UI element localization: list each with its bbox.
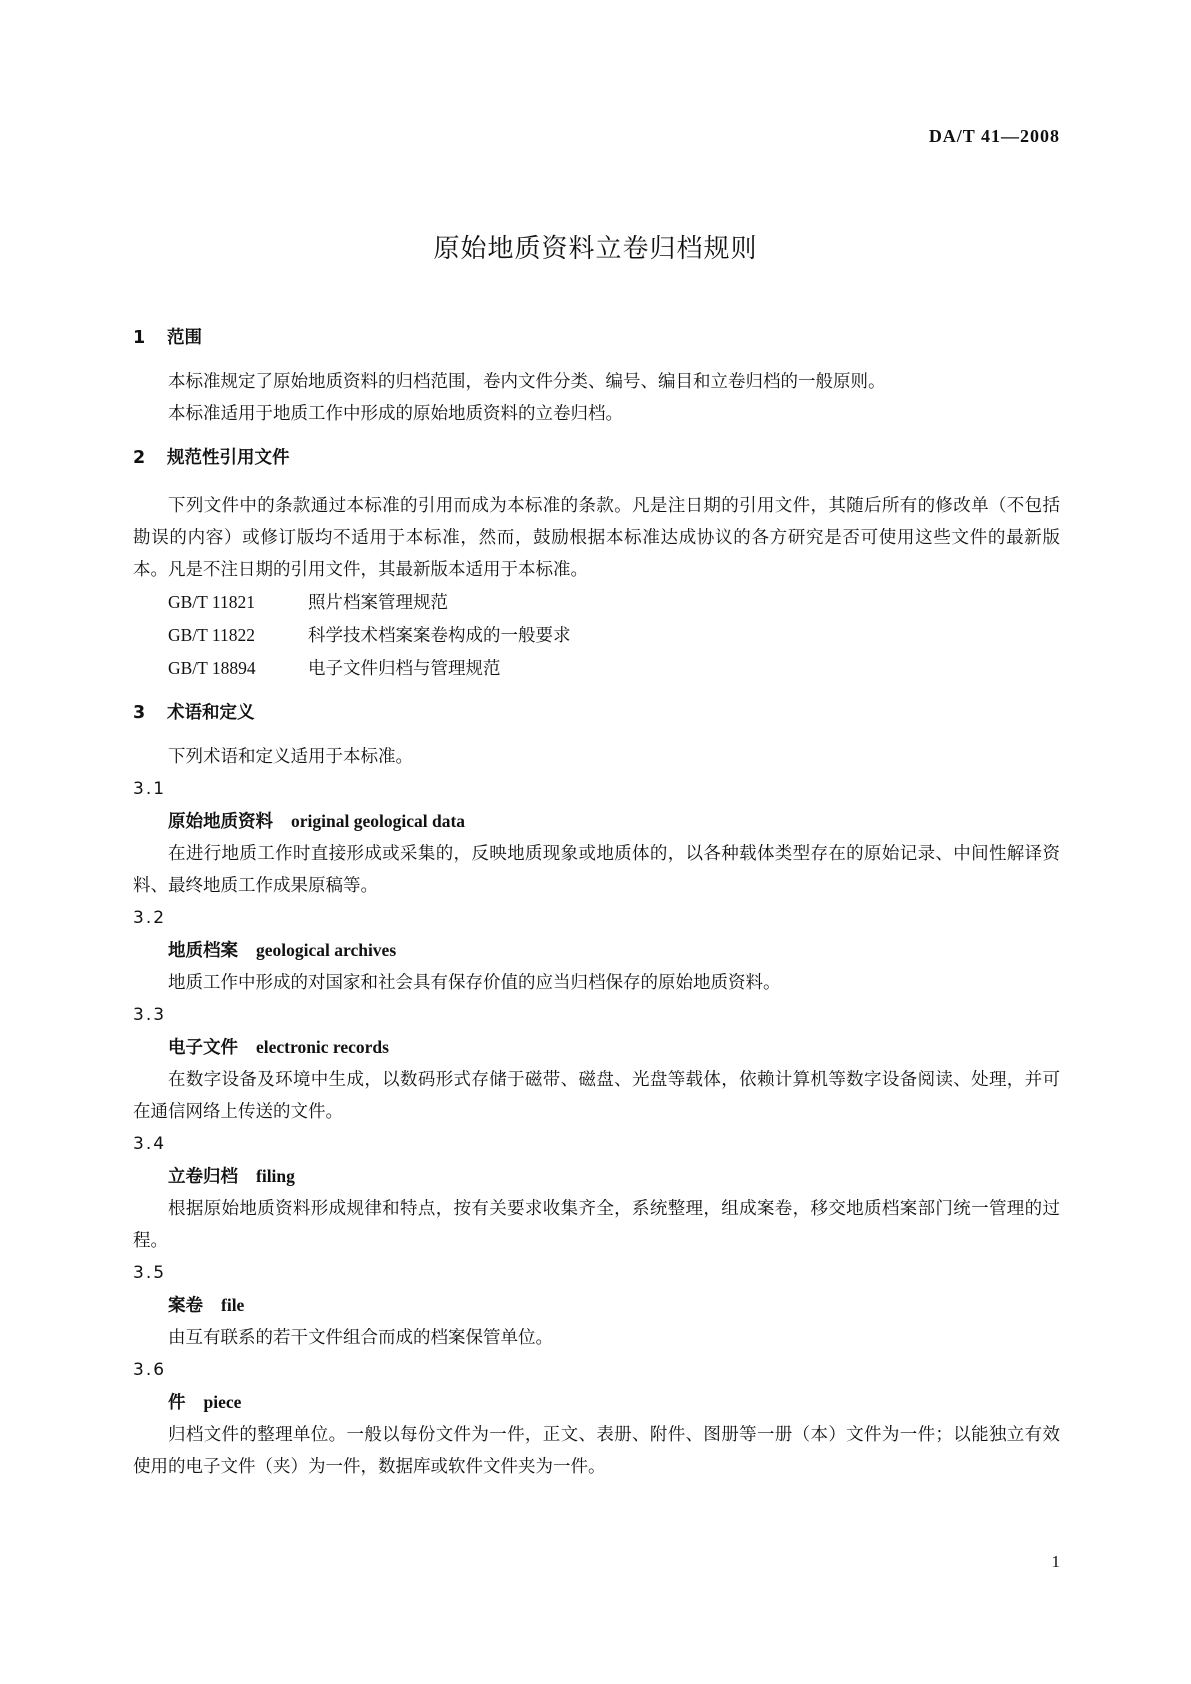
- reference-name: 照片档案管理规范: [308, 593, 448, 613]
- standard-code: DA/T 41—2008: [928, 126, 1060, 146]
- term-definition: 根据原始地质资料形成规律和特点，按有关要求收集齐全，系统整理，组成案卷，移交地质档案部门统一管理的过程。: [133, 1199, 1060, 1251]
- reference-name: 科学技术档案案卷构成的一般要求: [308, 626, 571, 646]
- term-number: 3.6: [133, 1360, 167, 1380]
- term-entry: [133, 1128, 1060, 1257]
- term-number: 3.2: [133, 908, 167, 928]
- section-1-paragraph: 本标准适用于地质工作中形成的原始地质资料的立卷归档。: [168, 404, 623, 424]
- term-entry: [133, 902, 1060, 999]
- section-2-heading: [133, 440, 1060, 476]
- term-heading: [133, 1289, 1060, 1322]
- reference-item: [133, 619, 1060, 652]
- section-number: 3: [133, 703, 146, 723]
- reference-item: [133, 652, 1060, 685]
- section-2-paragraph: 下列文件中的条款通过本标准的引用而成为本标准的条款。凡是注日期的引用文件，其随后所有的修改单（不包括勘误的内容）或修订版均不适用于本标准，然而，鼓励根据本标准达成协议的各方研究是否可使用这些文件的最新版本。凡是不注日期的引用文件，其最新版本适用于本标准。: [133, 496, 1060, 580]
- term-heading: [133, 1160, 1060, 1193]
- reference-code: GB/T 18894: [168, 658, 256, 678]
- term-english: file: [221, 1295, 245, 1315]
- section-number: 1: [133, 328, 146, 348]
- term-number: 3.3: [133, 1005, 167, 1025]
- term-chinese: 地质档案: [168, 941, 238, 961]
- reference-item: [133, 586, 1060, 619]
- page-number: 1: [1051, 1552, 1060, 1571]
- section-title: 术语和定义: [167, 703, 255, 723]
- term-entry: [133, 999, 1060, 1128]
- term-heading: [133, 1386, 1060, 1419]
- term-chinese: 电子文件: [168, 1038, 238, 1058]
- term-entry: [133, 773, 1060, 902]
- term-chinese: 原始地质资料: [168, 812, 273, 832]
- term-entry: [133, 1257, 1060, 1354]
- term-definition: 在数字设备及环境中生成，以数码形式存储于磁带、磁盘、光盘等载体，依赖计算机等数字设备阅读、处理，并可在通信网络上传送的文件。: [133, 1070, 1060, 1122]
- section-number: 2: [133, 448, 146, 468]
- reference-name: 电子文件归档与管理规范: [308, 659, 501, 679]
- section-title: 规范性引用文件: [167, 448, 290, 468]
- reference-code: GB/T 11821: [168, 592, 256, 612]
- term-english: piece: [203, 1392, 242, 1412]
- term-number: 3.1: [133, 779, 167, 799]
- term-english: filing: [256, 1166, 295, 1186]
- term-heading: [133, 934, 1060, 967]
- document-body: [133, 320, 1060, 1483]
- term-definition: 归档文件的整理单位。一般以每份文件为一件，正文、表册、附件、图册等一册（本）文件为一件；以能独立有效使用的电子文件（夹）为一件，数据库或软件文件夹为一件。: [133, 1425, 1060, 1477]
- term-number: 3.5: [133, 1263, 167, 1283]
- term-english: geological archives: [256, 940, 397, 960]
- term-heading: [133, 1031, 1060, 1064]
- document-title: 原始地质资料立卷归档规则: [433, 234, 758, 264]
- term-definition: 在进行地质工作时直接形成或采集的，反映地质现象或地质体的，以各种载体类型存在的原始记录、中间性解译资料、最终地质工作成果原稿等。: [133, 844, 1060, 896]
- term-heading: [133, 805, 1060, 838]
- term-chinese: 案卷: [168, 1296, 203, 1316]
- term-entry: [133, 1354, 1060, 1483]
- section-title: 范围: [167, 328, 202, 348]
- term-definition: 由互有联系的若干文件组合而成的档案保管单位。: [168, 1328, 553, 1348]
- term-english: original geological data: [291, 811, 466, 831]
- term-chinese: 立卷归档: [168, 1167, 238, 1187]
- term-english: electronic records: [256, 1037, 389, 1057]
- term-definition: 地质工作中形成的对国家和社会具有保存价值的应当归档保存的原始地质资料。: [168, 973, 781, 993]
- section-1-heading: [133, 320, 1060, 356]
- term-number: 3.4: [133, 1134, 167, 1154]
- term-chinese: 件: [168, 1393, 186, 1413]
- section-3-intro: 下列术语和定义适用于本标准。: [168, 747, 413, 767]
- section-3-heading: [133, 695, 1060, 731]
- section-1-paragraph: 本标准规定了原始地质资料的归档范围，卷内文件分类、编号、编目和立卷归档的一般原则。: [168, 372, 886, 392]
- reference-code: GB/T 11822: [168, 625, 256, 645]
